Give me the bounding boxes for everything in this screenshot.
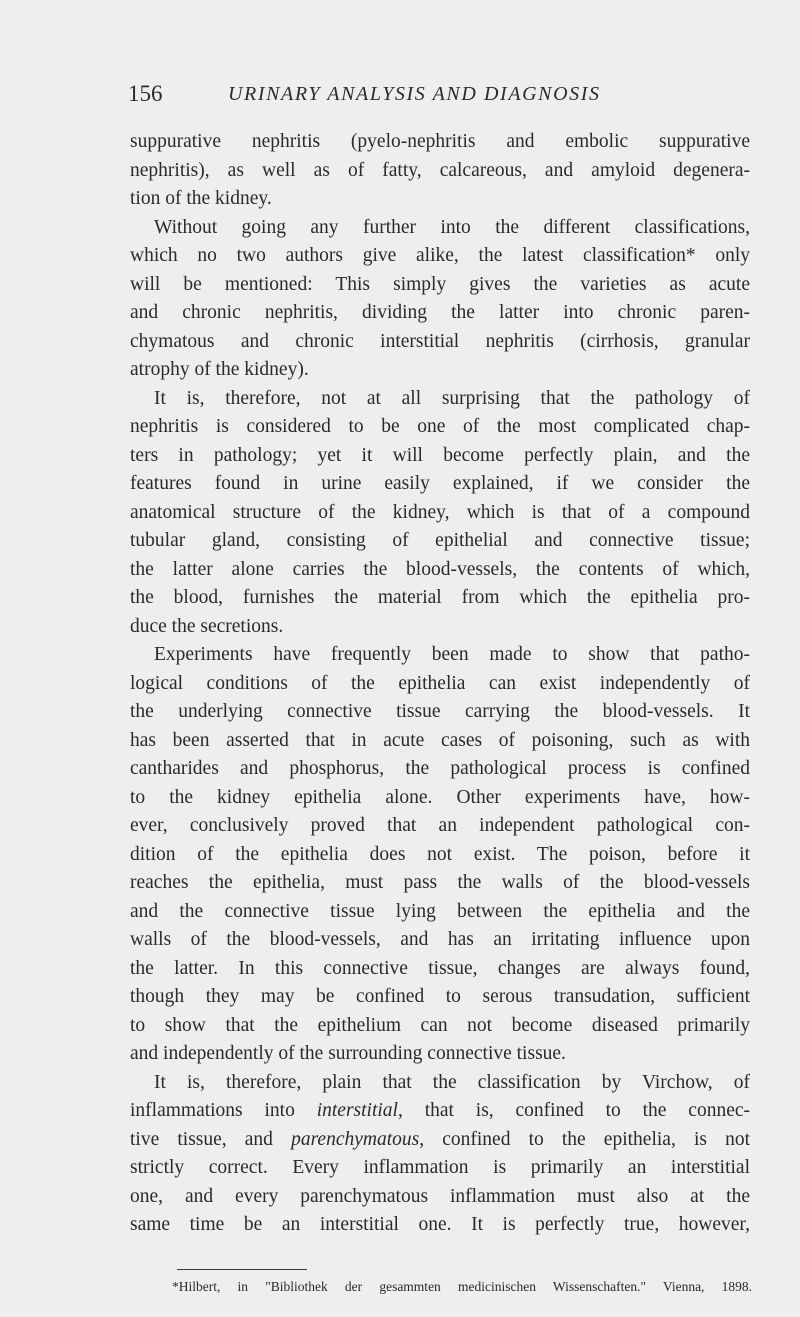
text-segment: inflammations into (130, 1100, 317, 1121)
text-line (130, 641, 750, 670)
text-segment: logical conditions of the epithelia can exist independently of (130, 672, 750, 694)
text-line (130, 1211, 750, 1240)
text-line (130, 527, 750, 556)
text-segment: tubular gland, consisting of epithelial and connective tissue; (130, 530, 750, 551)
text-segment: atrophy of the kidney). (130, 359, 309, 380)
text-line (130, 841, 750, 870)
text-segment: features found in urine easily explained, if we consider the (130, 473, 750, 494)
text-line (130, 1126, 750, 1155)
text-segment: duce the secretions. (130, 615, 284, 637)
text-line (130, 698, 750, 727)
text-line (130, 442, 750, 471)
text-segment: the latter. In this connective tissue, changes are always found, (130, 957, 750, 979)
italic-term: parenchymatous (291, 1128, 420, 1150)
text-segment: , that is, confined to the connec- (397, 1100, 751, 1121)
text-segment: one, and every parenchymatous inflammation must also at the (130, 1185, 750, 1207)
text-segment: dition of the epithelia does not exist. The poison, before it (130, 843, 750, 865)
text-segment: Without going any further into the different classifications, (154, 216, 750, 238)
text-line (130, 271, 750, 300)
text-segment: , confined to the epithelia, is not (419, 1128, 750, 1150)
text-line (130, 328, 750, 357)
text-segment: and independently of the surrounding connective tissue. (130, 1043, 566, 1064)
text-line (130, 727, 750, 756)
running-title: URINARY ANALYSIS AND DIAGNOSIS (228, 83, 601, 105)
text-line (130, 1183, 750, 1212)
body-text (130, 128, 750, 1240)
text-segment: which no two authors give alike, the latest classification* only (130, 245, 750, 266)
text-line (130, 470, 750, 499)
text-segment: the blood, furnishes the material from which the epithelia pro- (130, 587, 750, 608)
text-line (130, 1012, 750, 1041)
text-line (130, 214, 750, 243)
text-line (130, 613, 750, 642)
text-segment: It is, therefore, plain that the classification by Virchow, of (154, 1071, 750, 1093)
text-segment: the underlying connective tissue carrying the blood-vessels. It (130, 701, 750, 722)
text-segment: walls of the blood-vessels, and has an irritating influence upon (130, 929, 750, 950)
text-line (130, 385, 750, 414)
text-line (130, 955, 750, 984)
text-line (130, 1069, 750, 1098)
text-line (130, 983, 750, 1012)
text-line (130, 242, 750, 271)
text-line (130, 1040, 750, 1069)
text-segment: will be mentioned: This simply gives the varieties as acute (130, 273, 750, 295)
text-segment: nephritis), as well as of fatty, calcareous, and amyloid degenera- (130, 159, 750, 181)
text-segment: cantharides and phosphorus, the pathological process is confined (130, 758, 750, 779)
text-line (130, 413, 750, 442)
text-line (130, 556, 750, 585)
text-segment: anatomical structure of the kidney, which is that of a compound (130, 501, 750, 523)
page-number: 156 (128, 81, 163, 106)
text-line (130, 584, 750, 613)
text-line (130, 755, 750, 784)
text-segment: the latter alone carries the blood-vessels, the contents of which, (130, 558, 750, 580)
text-line (130, 157, 750, 186)
text-line (130, 299, 750, 328)
text-line (130, 185, 750, 214)
text-segment: tive tissue, and (130, 1128, 292, 1150)
text-segment: to show that the epithelium can not become diseased primarily (130, 1014, 750, 1036)
text-line (130, 499, 750, 528)
text-segment: reaches the epithelia, must pass the walls of the blood-vessels (130, 872, 750, 893)
text-segment: has been asserted that in acute cases of poisoning, such as with (130, 729, 750, 751)
text-segment: and the connective tissue lying between the epithelia and the (130, 900, 750, 922)
text-segment: It is, therefore, not at all surprising that the pathology of (154, 387, 750, 409)
text-line (130, 869, 750, 898)
text-line (130, 128, 750, 157)
footnote: *Hilbert, in "Bibliothek der gesammten medicinischen Wissenschaften." Vienna, 1898. (172, 1279, 752, 1294)
footnote-rule (177, 1269, 307, 1270)
text-line (130, 898, 750, 927)
text-segment: ters in pathology; yet it will become perfectly plain, and the (130, 444, 750, 466)
text-segment: chymatous and chronic interstitial nephritis (cirrhosis, granular (130, 330, 750, 352)
text-segment: suppurative nephritis (pyelo-nephritis and embolic suppurative (130, 131, 750, 152)
text-line (130, 356, 750, 385)
text-line (130, 1097, 750, 1126)
text-segment: ever, conclusively proved that an independent pathological con- (130, 815, 750, 836)
italic-term: interstitial (316, 1100, 398, 1121)
text-segment: and chronic nephritis, dividing the latter into chronic paren- (130, 302, 750, 323)
text-segment: strictly correct. Every inflammation is primarily an interstitial (130, 1157, 750, 1178)
text-line (130, 784, 750, 813)
text-line (130, 1154, 750, 1183)
text-line (130, 812, 750, 841)
text-line (130, 926, 750, 955)
text-segment: same time be an interstitial one. It is perfectly true, however, (130, 1214, 750, 1235)
running-head (128, 79, 748, 109)
text-line (130, 670, 750, 699)
text-segment: Experiments have frequently been made to show that patho- (154, 644, 750, 665)
text-segment: nephritis is considered to be one of the most complicated chap- (130, 416, 750, 437)
text-segment: tion of the kidney. (130, 188, 272, 209)
text-segment: to the kidney epithelia alone. Other experiments have, how- (130, 786, 750, 808)
text-segment: though they may be confined to serous transudation, sufficient (130, 986, 750, 1007)
